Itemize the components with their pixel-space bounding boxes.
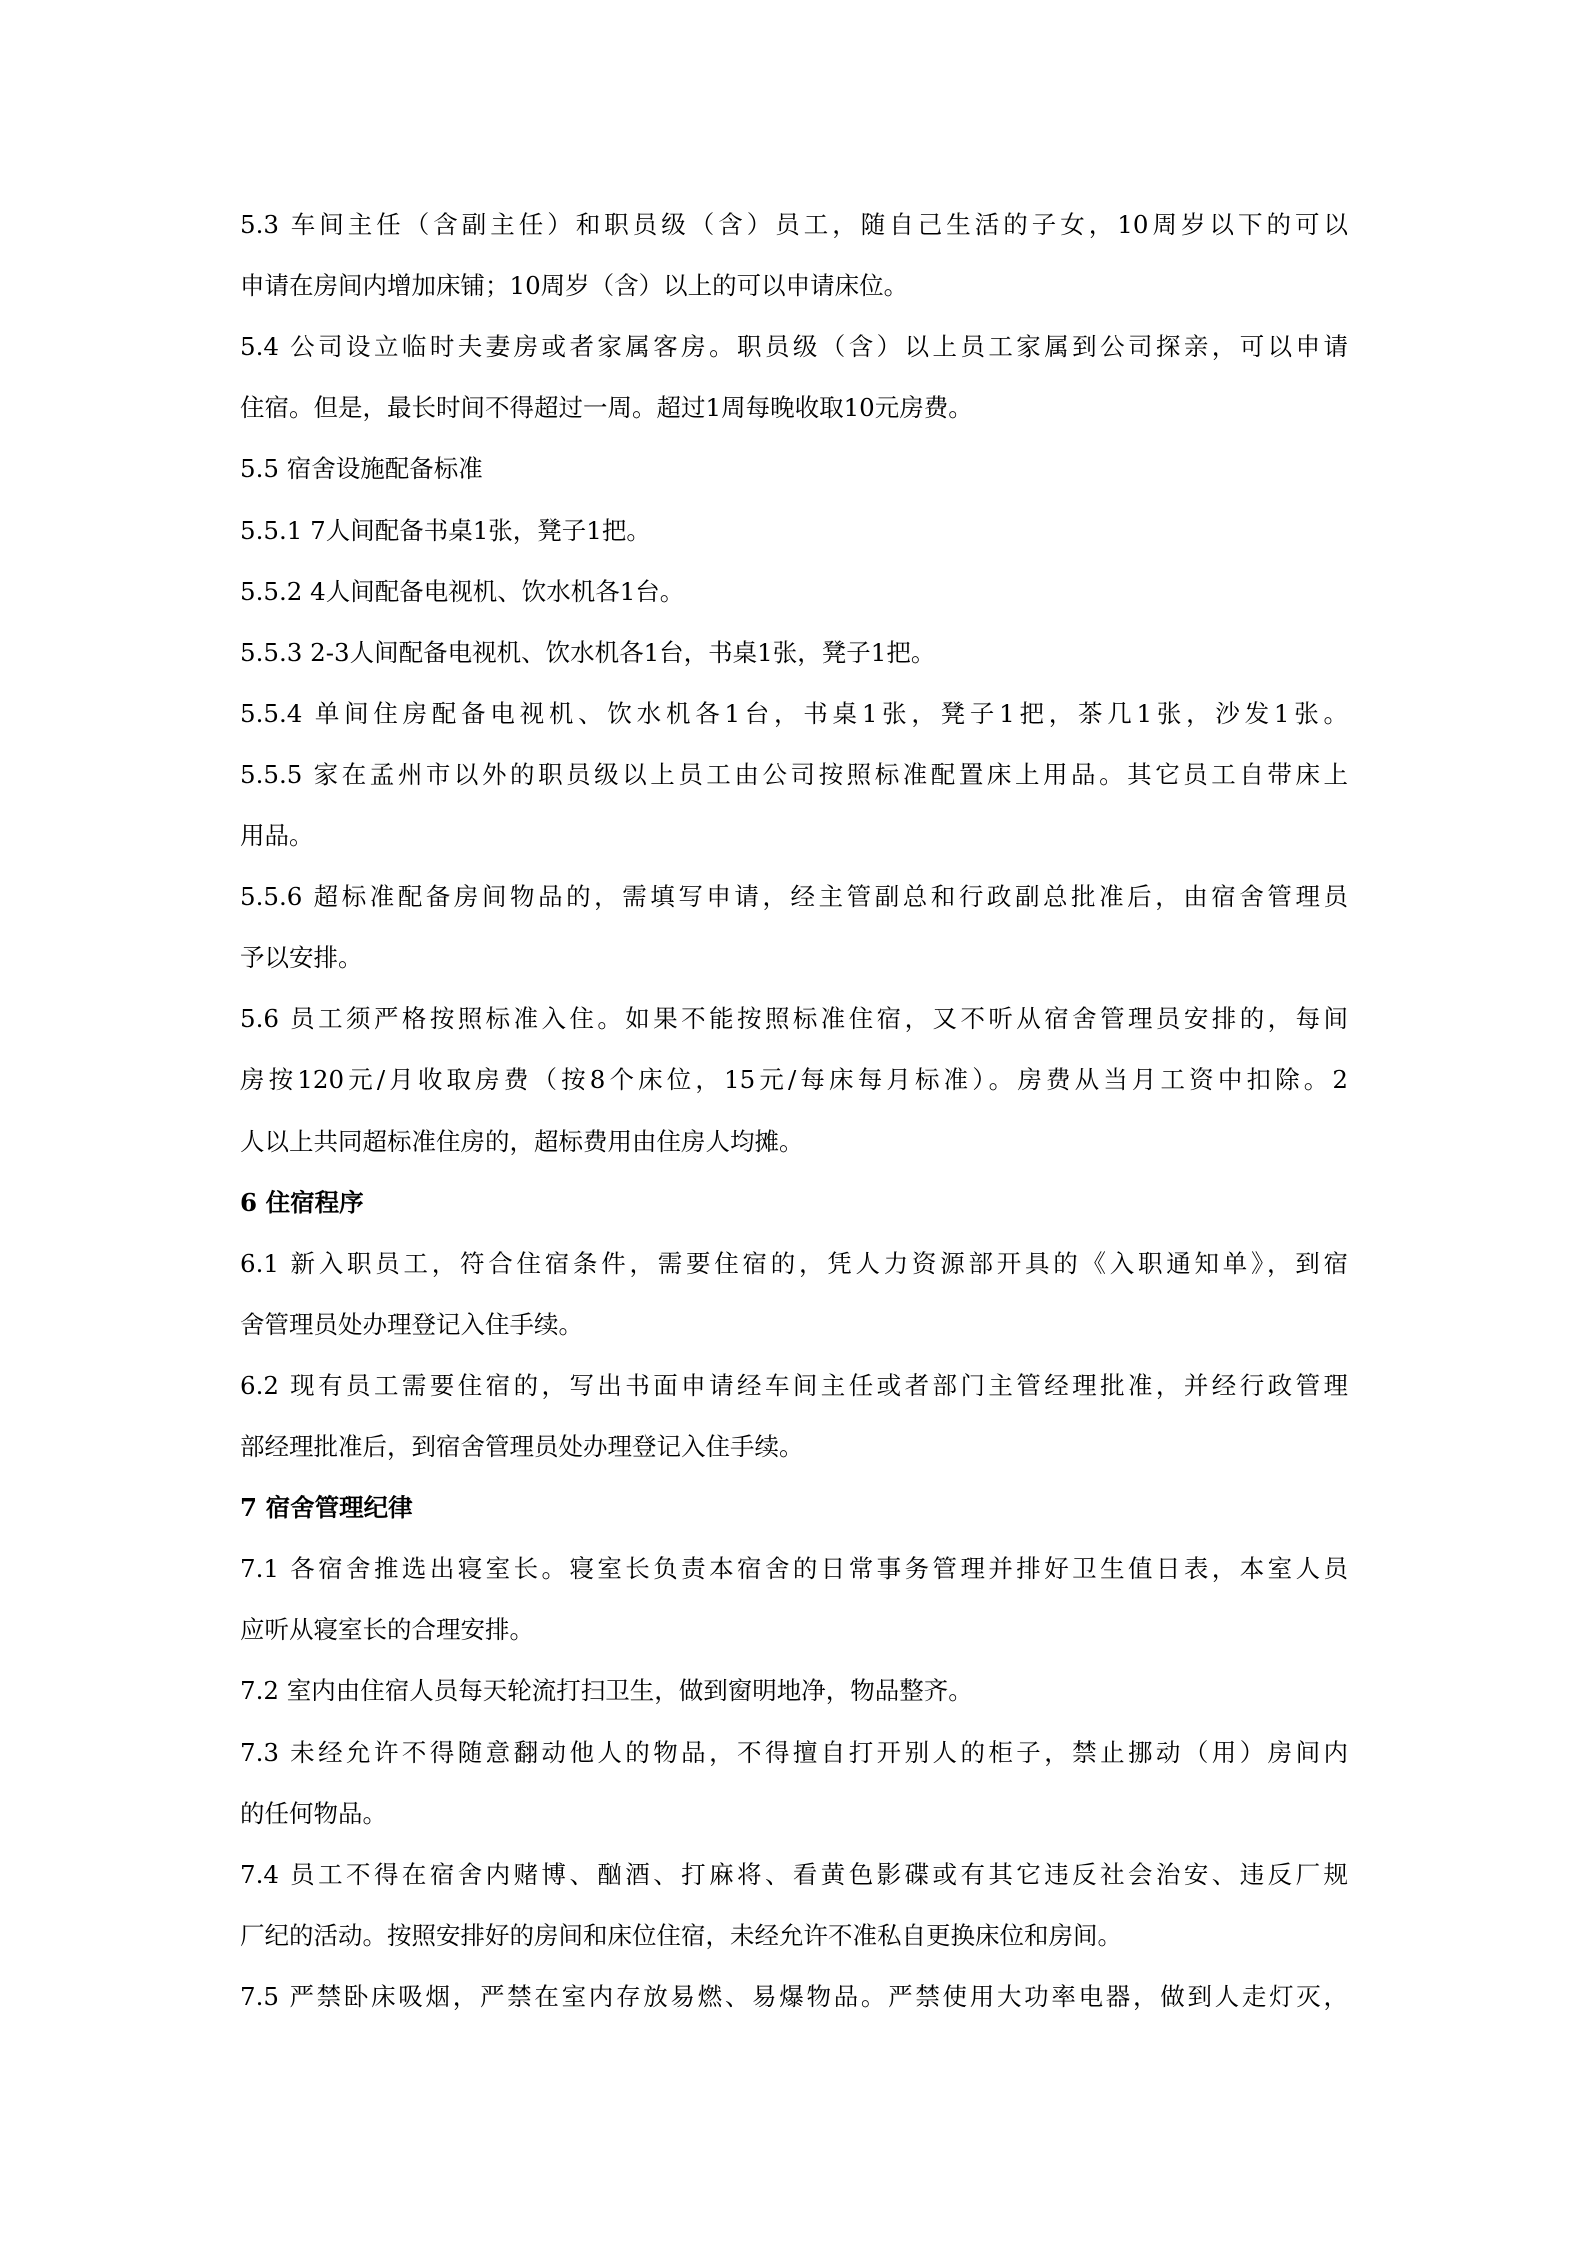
paragraph-line: 6.1 新入职员工，符合住宿条件，需要住宿的，凭人力资源部开具的《入职通知单》，到宿 — [240, 1248, 1348, 1278]
paragraph-line: 厂纪的活动。按照安排好的房间和床位住宿，未经允许不准私自更换床位和房间。 — [240, 1920, 1122, 1950]
paragraph-line: 应听从寝室长的合理安排。 — [240, 1615, 534, 1645]
paragraph-line: 5.5.5 家在孟州市以外的职员级以上员工由公司按照标准配置床上用品。其它员工自带床上 — [240, 759, 1348, 789]
paragraph-line: 予以安排。 — [240, 943, 363, 973]
paragraph-line: 5.5.1 7人间配备书桌1张，凳子1把。 — [240, 515, 651, 545]
paragraph-line: 7.5 严禁卧床吸烟，严禁在室内存放易燃、易爆物品。严禁使用大功率电器，做到人走灯灭， — [240, 1981, 1348, 2011]
paragraph-line: 用品。 — [240, 821, 314, 850]
paragraph-line: 人以上共同超标准住房的，超标费用由住房人均摊。 — [240, 1126, 804, 1156]
paragraph-line: 5.5.6 超标准配备房间物品的，需填写申请，经主管副总和行政副总批准后，由宿舍管理员 — [240, 882, 1348, 912]
paragraph-line: 部经理批准后，到宿舍管理员处办理登记入住手续。 — [240, 1432, 804, 1461]
paragraph-line: 5.5 宿舍设施配备标准 — [240, 454, 483, 484]
paragraph-line: 的任何物品。 — [240, 1798, 387, 1828]
paragraph-line: 5.5.2 4人间配备电视机、饮水机各1台。 — [240, 576, 685, 606]
paragraph-line: 5.3 车间主任（含副主任）和职员级（含）员工，随自己生活的子女，10周岁以下的可以 — [240, 210, 1348, 239]
paragraph-line: 5.4 公司设立临时夫妻房或者家属客房。职员级（含）以上员工家属到公司探亲，可以申请 — [240, 332, 1348, 362]
section-heading: 6 住宿程序 — [240, 1187, 364, 1217]
paragraph-line: 申请在房间内增加床铺；10周岁（含）以上的可以申请床位。 — [240, 271, 909, 301]
paragraph-line: 6.2 现有员工需要住宿的，写出书面申请经车间主任或者部门主管经理批准，并经行政管理 — [240, 1370, 1348, 1400]
section-heading: 7 宿舍管理纪律 — [240, 1493, 413, 1523]
paragraph-line: 舍管理员处办理登记入住手续。 — [240, 1309, 583, 1339]
paragraph-line: 7.2 室内由住宿人员每天轮流打扫卫生，做到窗明地净，物品整齐。 — [240, 1676, 973, 1706]
paragraph-line: 房按120元/月收取房费（按8个床位，15元/每床每月标准）。房费从当月工资中扣除。2 — [240, 1065, 1348, 1095]
paragraph-line: 5.5.3 2-3人间配备电视机、饮水机各1台，书桌1张，凳子1把。 — [240, 637, 936, 667]
paragraph-line: 住宿。但是，最长时间不得超过一周。超过1周每晚收取10元房费。 — [240, 393, 973, 423]
paragraph-line: 7.4 员工不得在宿舍内赌博、酗酒、打麻将、看黄色影碟或有其它违反社会治安、违反厂规 — [240, 1859, 1348, 1889]
paragraph-line: 7.1 各宿舍推选出寝室长。寝室长负责本宿舍的日常事务管理并排好卫生值日表，本室人员 — [240, 1554, 1348, 1584]
paragraph-line: 5.6 员工须严格按照标准入住。如果不能按照标准住宿，又不听从宿舍管理员安排的，每间 — [240, 1004, 1348, 1034]
paragraph-line: 7.3 未经允许不得随意翻动他人的物品，不得擅自打开别人的柜子，禁止挪动（用）房间内 — [240, 1737, 1348, 1767]
paragraph-line: 5.5.4 单间住房配备电视机、饮水机各1台，书桌1张，凳子1把，茶几1张，沙发1张。 — [240, 698, 1348, 728]
